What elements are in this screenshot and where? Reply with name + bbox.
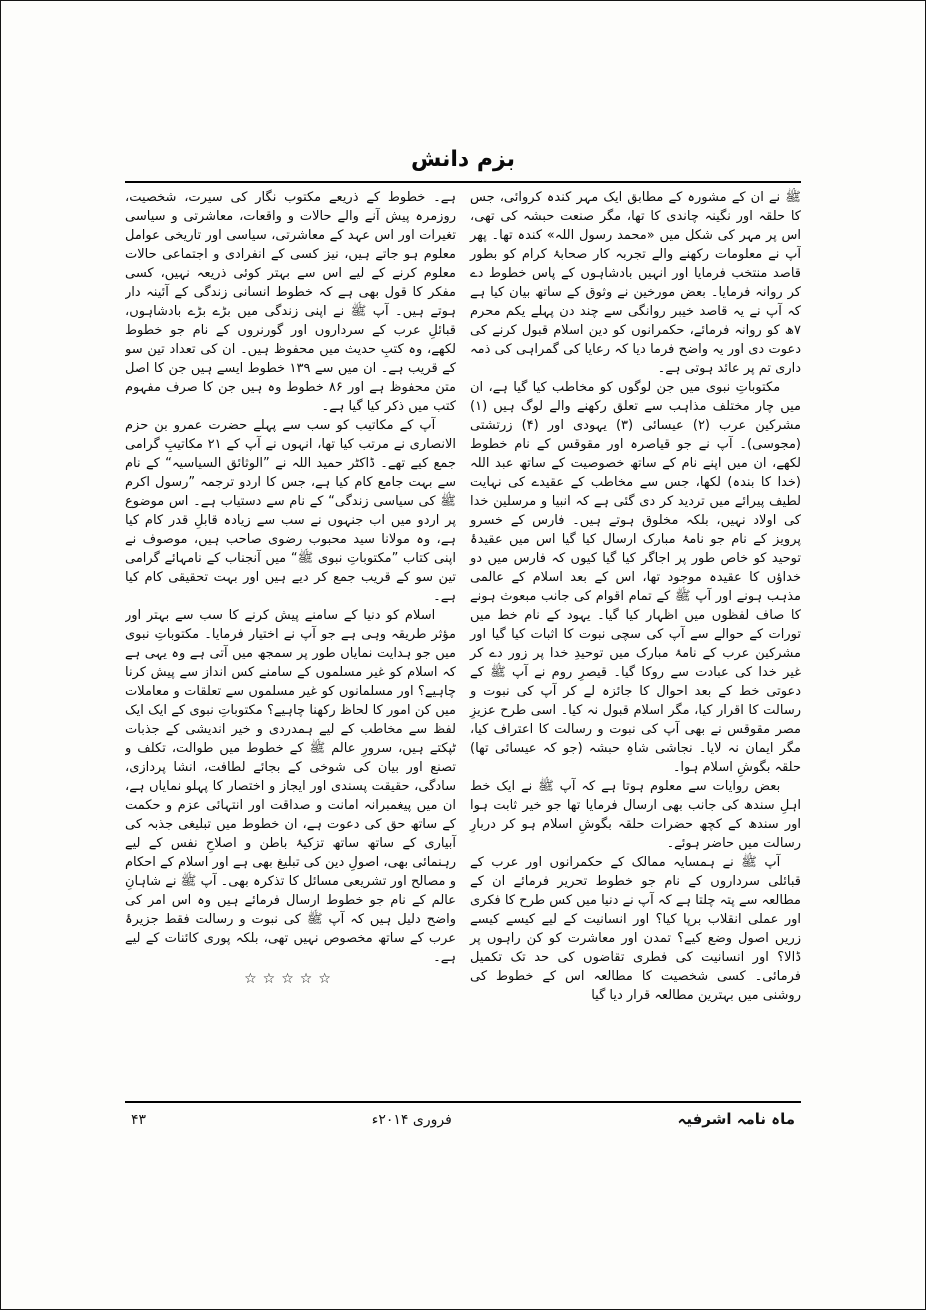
article-body [125, 188, 801, 1094]
paragraph: مکتوباتِ نبوی میں جن لوگوں کو مخاطب کیا گیا ہے، ان میں چار مختلف مذاہب سے تعلق رکھنے والے لوگ ہیں (۱) مشرکین عرب (۲) عیسائی (۳) یہودی اور (۴) زرتشتی (مجوسی)۔ آپ نے جو قیاصرہ اور مقوقس کے نام خطوط لکھے، ان میں اپنے نام کے ساتھ خصوصیت کے ساتھ عبد اللہ (خدا کا بندہ) لکھا، جس سے مخاطب کے عقیدے کی نہایت لطیف پیرائے میں تردید کر دی گئی ہے کہ انبیا و مرسلین خدا کی اولاد نہیں، بلکہ مخلوق ہوتے ہیں۔ فارس کے خسرو پرویز کے نام جو نامۂ مبارک ارسال کیا گیا اس میں عقیدۂ توحید کو خاص طور پر اجاگر کیا گیا کیوں کہ فارس میں دو خداؤں کا عقیدہ موجود تھا، اس کے بعد اسلام کے عالمی مذہب ہونے اور آپ ﷺ کے تمام اقوام کی جانب مبعوث ہونے کا صاف لفظوں میں اظہار کیا گیا۔ یہود کے نام خط میں تورات کے حوالے سے آپ کی سچی نبوت کا اثبات کیا گیا اور مشرکین عرب کے نامۂ مبارک میں توحیدِ خدا پر زور دے کر غیر خدا کی عبادت سے روکا گیا۔ قیصرِ روم نے آپ ﷺ کے دعوتی خط کے بعد احوال کا جائزہ لے کر آپ کی نبوت و رسالت کا اقرار کیا، مگر اسلام قبول نہ کیا۔ اسی طرح عزیزِ مصر مقوقس نے بھی آپ کی نبوت و رسالت کا اعتراف کیا، مگر ایمان نہ لایا۔ نجاشی شاہِ حبشہ (جو کہ عیسائی تھا) حلقہ بگوشِ اسلام ہوا۔ [470, 380, 801, 775]
magazine-title: ماہ نامہ اشرفیہ [677, 1110, 795, 1128]
paragraph: بعض روایات سے معلوم ہوتا ہے کہ آپ ﷺ نے ایک خط اہلِ سندھ کی جانب بھی ارسال فرمایا تھا جو خیر ثابت ہوا اور سندھ کے کچھ حضرات حلقہ بگوشِ اسلام ہو کر دربارِ رسالت میں حاضر ہوئے۔ [470, 779, 801, 851]
section-end-stars: ☆☆☆☆☆ [244, 971, 337, 987]
issue-date: فروری ۲۰۱۴ء [371, 1112, 452, 1128]
paragraph: آپ کے مکاتیب کو سب سے پہلے حضرت عمرو بن حزم الانصاری نے مرتب کیا تھا، انہوں نے آپ کے ۲۱ مکاتیبِ گرامی جمع کیے تھے۔ ڈاکٹر حمید اللہ نے ”الوثائق السیاسیہ“ کے نام سے بہت جامع کام کیا ہے، جس کا اردو ترجمہ ”رسول اکرم ﷺ کی سیاسی زندگی“ کے نام سے دستیاب ہے۔ اس موضوع پر اردو میں اب جنہوں نے سب سے زیادہ قابلِ قدر کام کیا ہے، وہ مولانا سید محبوب رضوی صاحب ہیں، موصوف نے اپنی کتاب ”مکتوباتِ نبوی ﷺ“ میں آنجناب کے نامہائے گرامی تین سو کے قریب جمع کر دیے ہیں اور بہت تحقیقی کام کیا ہے۔ [125, 418, 456, 604]
paragraph: آپ ﷺ نے ہمسایہ ممالک کے حکمرانوں اور عرب کے قبائلی سرداروں کے نام جو خطوط تحریر فرمائے ان کے مطالعہ سے پتہ چلتا ہے کہ آپ نے دنیا میں کس طرح کا فکری اور عملی انقلاب برپا کیا؟ اور انسانیت کے لیے کیسے کیسے زریں اصول وضع کیے؟ تمدن اور معاشرت کو کن راہوں پر ڈالا؟ اور انسانیت کی فطری تقاضوں کی حد تک تکمیل فرمائی۔ کسی شخصیت کا مطالعہ اس کے خطوط کی روشنی میں بہترین مطالعہ قرار دیا گیا [470, 855, 801, 1003]
page-number: ۴۳ [131, 1112, 147, 1128]
page-header [125, 147, 801, 183]
column-left [125, 188, 456, 1094]
column-right [470, 188, 801, 1094]
paragraph: ﷺ نے ان کے مشورہ کے مطابق ایک مہر کندہ کروائی، جس کا حلقہ اور نگینہ چاندی کا تھا، مگر صنعت حبشہ کی تھی، اس پر مہر کی شکل میں «محمد رسول اللہ» کندہ تھا۔ پھر آپ نے معلومات رکھنے والے تجربہ کار صحابۂ کرام کو بطور قاصد منتخب فرمایا اور انہیں بادشاہوں کے پاس خطوط دے کر روانہ فرمایا۔ بعض مورخین نے وثوق کے ساتھ بیان کیا ہے کہ آپ نے یہ قاصد خیبر روانگی سے چند دن پہلے یکم محرم ۷ھ کو روانہ فرمائے، حکمرانوں کو دین اسلام قبول کرنے کی دعوت دی اور یہ واضح فرما دیا کہ رعایا کی گمراہی کی ذمہ داری تم پر عائد ہوتی ہے۔ [470, 190, 801, 376]
paragraph: اسلام کو دنیا کے سامنے پیش کرنے کا سب سے بہتر اور مؤثر طریقہ وہی ہے جو آپ نے اختیار فرمایا۔ مکتوباتِ نبوی میں جو ہدایت نمایاں طور پر سمجھ میں آتی ہے وہ یہی ہے کہ اسلام کو غیر مسلموں کے سامنے کس انداز سے پیش کرنا چاہیے؟ اور مسلمانوں کو غیر مسلموں سے تعلقات و معاملات میں کن امور کا لحاظ رکھنا چاہیے؟ مکتوباتِ نبوی کے ایک ایک لفظ سے مخاطب کے لیے ہمدردی و خیر اندیشی کے جذبات ٹپکتے ہیں، سرورِ عالم ﷺ کے خطوط میں طوالت، تکلف و تصنع اور بیان کی شوخی کے بجائے لطافت، انشا پردازی، سادگی، حقیقت پسندی اور ایجاز و اختصار کا پہلو نمایاں ہے، ان میں پیغمبرانہ امانت و صداقت اور انتہائی عزم و حکمت کے ساتھ حق کی دعوت ہے، ان خطوط میں تبلیغی جذبہ کی آبیاری کے ساتھ ساتھ تزکیۂ باطن و اصلاحِ نفس کے لیے رہنمائی بھی، اصولِ دین کی تبلیغ بھی ہے اور اسلام کے احکام و مصالح اور تشریعی مسائل کا تذکرہ بھی۔ آپ ﷺ نے شاہانِ عالم کے نام جو خطوط ارسال فرمائے ہیں وہ اس امر کی واضح دلیل ہیں کہ آپ ﷺ کی نبوت و رسالت فقط جزیرۂ عرب کے ساتھ مخصوص نہیں تھی، بلکہ پوری کائنات کے لیے ہے۔ [125, 608, 456, 965]
page-footer [125, 1103, 801, 1128]
paragraph: ہے۔ خطوط کے ذریعے مکتوب نگار کی سیرت، شخصیت، روزمرہ پیش آنے والے حالات و واقعات، معاشرتی و سیاسی تغیرات اور اس عہد کے معاشرتی، سیاسی اور تاریخی عوامل معلوم ہو جاتے ہیں، نیز کسی کے انفرادی و اجتماعی حالات معلوم کرنے کے لیے اس سے بہتر کوئی ذریعہ نہیں، کسی مفکر کا قول بھی ہے کہ خطوط انسانی زندگی کے آئینہ دار ہوتے ہیں۔ آپ ﷺ نے اپنی زندگی میں بڑے بڑے بادشاہوں، قبائلِ عرب کے سرداروں اور گورنروں کے نام جو خطوط لکھے، وہ کتبِ حدیث میں محفوظ ہیں۔ ان کی تعداد تین سو کے قریب ہے۔ ان میں سے ۱۳۹ خطوط ایسے ہیں جن کا اصل متن محفوظ ہے اور ۸۶ خطوط وہ ہیں جن کا صرف مفہوم کتب میں ذکر کیا گیا ہے۔ [125, 190, 457, 414]
header-rule [125, 181, 801, 183]
section-title: بزم دانش [411, 147, 515, 172]
